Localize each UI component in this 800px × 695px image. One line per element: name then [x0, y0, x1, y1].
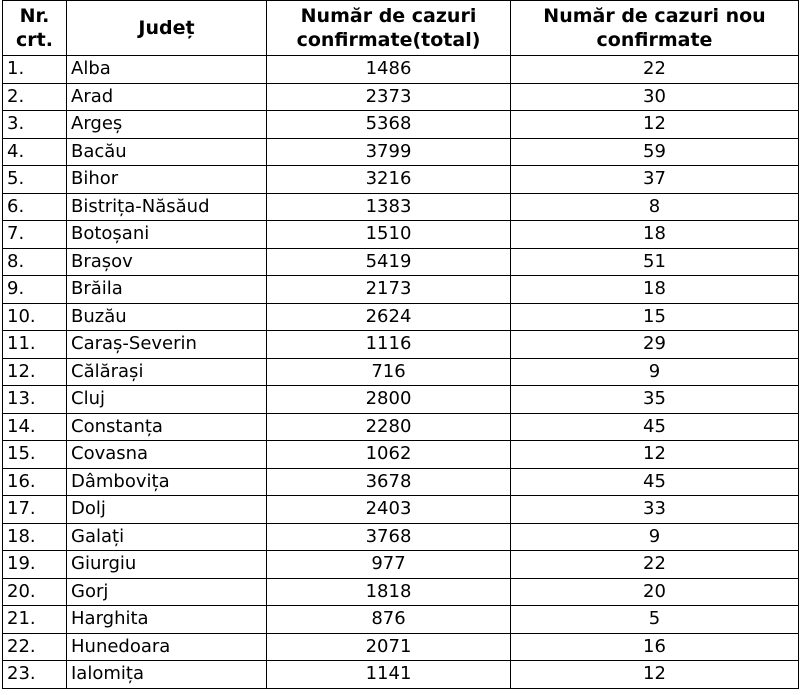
- row-nr: 15.: [3, 441, 67, 469]
- row-total-cases: 1486: [267, 56, 511, 84]
- header-total-cases: Număr de cazuri confirmate(total): [267, 1, 511, 56]
- row-judet: Gorj: [67, 578, 267, 606]
- header-nr-crt: Nr. crt.: [3, 1, 67, 56]
- table-row: [3, 523, 799, 551]
- covid-cases-table: [2, 0, 799, 689]
- row-judet: Ialomița: [67, 661, 267, 689]
- row-total-cases: 3799: [267, 138, 511, 166]
- row-total-cases: 3768: [267, 523, 511, 551]
- row-nr: 7.: [3, 221, 67, 249]
- row-judet: Alba: [67, 56, 267, 84]
- row-judet: Constanța: [67, 413, 267, 441]
- row-new-cases: 12: [511, 441, 799, 469]
- table-row: [3, 248, 799, 276]
- row-judet: Giurgiu: [67, 551, 267, 579]
- row-nr: 23.: [3, 661, 67, 689]
- row-total-cases: 5368: [267, 111, 511, 139]
- row-new-cases: 18: [511, 276, 799, 304]
- table-row: [3, 276, 799, 304]
- row-total-cases: 1510: [267, 221, 511, 249]
- row-total-cases: 1062: [267, 441, 511, 469]
- row-judet: Buzău: [67, 303, 267, 331]
- row-judet: Bistrița-Năsăud: [67, 193, 267, 221]
- row-nr: 10.: [3, 303, 67, 331]
- row-total-cases: 2800: [267, 386, 511, 414]
- row-new-cases: 18: [511, 221, 799, 249]
- table-row: [3, 221, 799, 249]
- row-new-cases: 29: [511, 331, 799, 359]
- row-total-cases: 1818: [267, 578, 511, 606]
- row-judet: Argeș: [67, 111, 267, 139]
- row-total-cases: 2373: [267, 83, 511, 111]
- row-new-cases: 15: [511, 303, 799, 331]
- row-total-cases: 876: [267, 606, 511, 634]
- row-judet: Cluj: [67, 386, 267, 414]
- row-new-cases: 8: [511, 193, 799, 221]
- row-total-cases: 2173: [267, 276, 511, 304]
- row-new-cases: 45: [511, 413, 799, 441]
- table-row: [3, 468, 799, 496]
- row-nr: 22.: [3, 633, 67, 661]
- header-new-cases: Număr de cazuri nou confirmate: [511, 1, 799, 56]
- row-total-cases: 5419: [267, 248, 511, 276]
- row-judet: Botoșani: [67, 221, 267, 249]
- row-nr: 18.: [3, 523, 67, 551]
- row-judet: Dâmbovița: [67, 468, 267, 496]
- row-judet: Caraș-Severin: [67, 331, 267, 359]
- row-new-cases: 12: [511, 111, 799, 139]
- row-nr: 21.: [3, 606, 67, 634]
- table-row: [3, 633, 799, 661]
- table-row: [3, 441, 799, 469]
- row-new-cases: 59: [511, 138, 799, 166]
- table-row: [3, 606, 799, 634]
- table-row: [3, 661, 799, 689]
- row-nr: 3.: [3, 111, 67, 139]
- row-new-cases: 37: [511, 166, 799, 194]
- row-nr: 2.: [3, 83, 67, 111]
- row-new-cases: 22: [511, 56, 799, 84]
- header-judet: Județ: [67, 1, 267, 56]
- table-row: [3, 56, 799, 84]
- row-total-cases: 977: [267, 551, 511, 579]
- row-judet: Arad: [67, 83, 267, 111]
- row-judet: Bihor: [67, 166, 267, 194]
- row-total-cases: 2071: [267, 633, 511, 661]
- row-total-cases: 2624: [267, 303, 511, 331]
- row-nr: 12.: [3, 358, 67, 386]
- table-row: [3, 111, 799, 139]
- row-nr: 11.: [3, 331, 67, 359]
- table-row: [3, 303, 799, 331]
- row-judet: Brașov: [67, 248, 267, 276]
- row-new-cases: 45: [511, 468, 799, 496]
- row-total-cases: 716: [267, 358, 511, 386]
- table-row: [3, 578, 799, 606]
- table-row: [3, 496, 799, 524]
- row-nr: 19.: [3, 551, 67, 579]
- header-row: [3, 1, 799, 56]
- table-row: [3, 166, 799, 194]
- table-row: [3, 413, 799, 441]
- row-new-cases: 9: [511, 358, 799, 386]
- row-new-cases: 16: [511, 633, 799, 661]
- row-nr: 5.: [3, 166, 67, 194]
- row-nr: 20.: [3, 578, 67, 606]
- row-judet: Covasna: [67, 441, 267, 469]
- row-nr: 1.: [3, 56, 67, 84]
- row-new-cases: 33: [511, 496, 799, 524]
- row-nr: 13.: [3, 386, 67, 414]
- row-nr: 17.: [3, 496, 67, 524]
- row-total-cases: 1141: [267, 661, 511, 689]
- row-new-cases: 5: [511, 606, 799, 634]
- table-row: [3, 331, 799, 359]
- row-judet: Dolj: [67, 496, 267, 524]
- table-row: [3, 386, 799, 414]
- row-judet: Bacău: [67, 138, 267, 166]
- row-nr: 9.: [3, 276, 67, 304]
- row-judet: Călărași: [67, 358, 267, 386]
- row-new-cases: 20: [511, 578, 799, 606]
- table-body: [3, 56, 799, 689]
- row-new-cases: 12: [511, 661, 799, 689]
- row-nr: 4.: [3, 138, 67, 166]
- row-judet: Hunedoara: [67, 633, 267, 661]
- row-judet: Brăila: [67, 276, 267, 304]
- row-judet: Galați: [67, 523, 267, 551]
- row-total-cases: 3678: [267, 468, 511, 496]
- row-new-cases: 22: [511, 551, 799, 579]
- row-nr: 8.: [3, 248, 67, 276]
- row-new-cases: 30: [511, 83, 799, 111]
- row-nr: 14.: [3, 413, 67, 441]
- row-total-cases: 3216: [267, 166, 511, 194]
- table-row: [3, 193, 799, 221]
- row-total-cases: 2280: [267, 413, 511, 441]
- row-judet: Harghita: [67, 606, 267, 634]
- table-row: [3, 358, 799, 386]
- row-total-cases: 1116: [267, 331, 511, 359]
- row-new-cases: 35: [511, 386, 799, 414]
- row-new-cases: 51: [511, 248, 799, 276]
- table-row: [3, 551, 799, 579]
- row-nr: 16.: [3, 468, 67, 496]
- row-total-cases: 2403: [267, 496, 511, 524]
- table-row: [3, 138, 799, 166]
- row-total-cases: 1383: [267, 193, 511, 221]
- row-new-cases: 9: [511, 523, 799, 551]
- row-nr: 6.: [3, 193, 67, 221]
- table-row: [3, 83, 799, 111]
